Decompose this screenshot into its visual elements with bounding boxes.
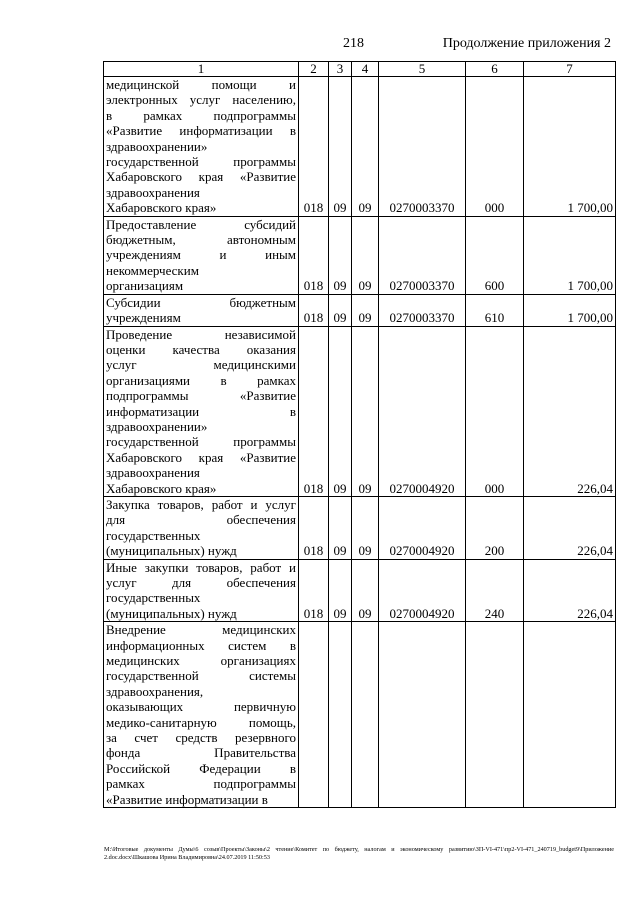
page-number: 218 xyxy=(343,36,364,51)
table-row xyxy=(104,216,616,294)
section-code-cell: 09 xyxy=(329,326,352,496)
row-name-line: здравоохранения, xyxy=(106,683,204,699)
row-name-line: в рамках подпрограммы xyxy=(106,107,296,123)
expense-type-cell: 610 xyxy=(466,294,524,326)
subsection-code-cell: 09 xyxy=(352,326,379,496)
row-name-line: электронных услуг населению, xyxy=(106,92,296,108)
continuation-label: Продолжение приложения 2 xyxy=(442,36,611,51)
target-article-cell: 0270003370 xyxy=(379,77,466,217)
target-article-cell xyxy=(379,622,466,808)
budget-table xyxy=(103,61,616,808)
row-name-line: организациями в рамках xyxy=(106,372,296,388)
row-name-line: Российской Федерации в xyxy=(106,760,296,776)
page-header xyxy=(0,36,640,56)
target-article-cell: 0270004920 xyxy=(379,326,466,496)
row-name-line: рамках подпрограммы xyxy=(106,776,296,792)
row-name-line: бюджетным, автономным xyxy=(106,232,296,248)
row-name-line: (муниципальных) нужд xyxy=(106,543,237,559)
subsection-code-cell: 09 xyxy=(352,77,379,217)
row-name-line: Закупка товаров, работ и услуг xyxy=(106,496,296,512)
section-code-cell: 09 xyxy=(329,77,352,217)
row-name-line: медицинских организациях xyxy=(106,653,296,669)
amount-cell: 1 700,00 xyxy=(524,216,616,294)
row-name-cell xyxy=(104,326,299,496)
row-name-line: государственной программы xyxy=(106,154,296,170)
ministry-code-cell: 018 xyxy=(299,496,329,559)
row-name-line: государственной системы xyxy=(106,668,296,684)
row-name-line: услуг медицинскими xyxy=(106,357,296,373)
row-name-line: государственной программы xyxy=(106,434,296,450)
table-row xyxy=(104,559,616,622)
column-header: 6 xyxy=(466,62,524,77)
row-name-line: за счет средств резервного xyxy=(106,730,296,746)
row-name-cell xyxy=(104,622,299,808)
expense-type-cell: 600 xyxy=(466,216,524,294)
table-row xyxy=(104,77,616,217)
row-name-line: государственных xyxy=(106,590,201,606)
row-name-line: (муниципальных) нужд xyxy=(106,605,237,621)
row-name-line: Иные закупки товаров, работ и xyxy=(106,559,296,575)
amount-cell: 226,04 xyxy=(524,559,616,622)
row-name-line: здравоохранения xyxy=(106,184,200,200)
amount-cell: 226,04 xyxy=(524,326,616,496)
row-name-cell xyxy=(104,216,299,294)
ministry-code-cell xyxy=(299,622,329,808)
ministry-code-cell: 018 xyxy=(299,77,329,217)
row-name-line: подпрограммы «Развитие xyxy=(106,388,296,404)
expense-type-cell: 000 xyxy=(466,77,524,217)
row-name-cell xyxy=(104,559,299,622)
table-row xyxy=(104,622,616,808)
row-name-line: учреждениям и иным xyxy=(106,247,296,263)
row-name-line: для обеспечения xyxy=(106,512,296,528)
target-article-cell: 0270003370 xyxy=(379,294,466,326)
subsection-code-cell: 09 xyxy=(352,496,379,559)
row-name-line: Субсидии бюджетным xyxy=(106,294,296,310)
target-article-cell: 0270004920 xyxy=(379,559,466,622)
row-name-line: оказывающих первичную xyxy=(106,699,296,715)
column-header-row xyxy=(104,62,616,77)
expense-type-cell: 240 xyxy=(466,559,524,622)
row-name-line: здравоохранения xyxy=(106,465,200,481)
row-name-line: фонда Правительства xyxy=(106,745,296,761)
ministry-code-cell: 018 xyxy=(299,559,329,622)
row-name-line: здравоохранении» xyxy=(106,418,208,434)
row-name-line: Проведение независимой xyxy=(106,326,296,342)
row-name-line: «Развитие информатизации в xyxy=(106,791,268,807)
section-code-cell xyxy=(329,622,352,808)
amount-cell xyxy=(524,622,616,808)
section-code-cell: 09 xyxy=(329,496,352,559)
column-header: 5 xyxy=(379,62,466,77)
target-article-cell: 0270003370 xyxy=(379,216,466,294)
row-name-line: Хабаровского края» xyxy=(106,480,217,496)
ministry-code-cell: 018 xyxy=(299,294,329,326)
row-name-line: оценки качества оказания xyxy=(106,341,296,357)
row-name-line: Предоставление субсидий xyxy=(106,216,296,232)
row-name-line: Хабаровского края «Развитие xyxy=(106,449,296,465)
target-article-cell: 0270004920 xyxy=(379,496,466,559)
row-name-line: медико-санитарную помощь, xyxy=(106,714,296,730)
row-name-cell xyxy=(104,294,299,326)
table-row xyxy=(104,294,616,326)
amount-cell: 1 700,00 xyxy=(524,77,616,217)
section-code-cell: 09 xyxy=(329,559,352,622)
subsection-code-cell: 09 xyxy=(352,216,379,294)
section-code-cell: 09 xyxy=(329,294,352,326)
row-name-line: «Развитие информатизации в xyxy=(106,123,296,139)
file-path-footer: M:\Итоговые документы Думы\6 созыв\Проекты\Законы\2 чтение\Комитет по бюджету, налогам и экономическому развитию\ЗП-VI-471\пр2-VI-471_240719_budget9\Приложение 2.doc.docx\Шкашова Ирина Владимировна\24.07.2019 11:50:53 xyxy=(104,846,614,861)
row-name-line: некоммерческим xyxy=(106,262,199,278)
table-row xyxy=(104,326,616,496)
subsection-code-cell: 09 xyxy=(352,294,379,326)
expense-type-cell: 000 xyxy=(466,326,524,496)
row-name-cell xyxy=(104,77,299,217)
row-name-line: Хабаровского края» xyxy=(106,200,217,216)
row-name-line: здравоохранении» xyxy=(106,138,208,154)
column-header: 7 xyxy=(524,62,616,77)
column-header: 3 xyxy=(329,62,352,77)
ministry-code-cell: 018 xyxy=(299,326,329,496)
column-header: 2 xyxy=(299,62,329,77)
column-header: 1 xyxy=(104,62,299,77)
row-name-line: информационных систем в xyxy=(106,637,296,653)
table-row xyxy=(104,496,616,559)
row-name-line: Внедрение медицинских xyxy=(106,622,296,638)
subsection-code-cell: 09 xyxy=(352,559,379,622)
section-code-cell: 09 xyxy=(329,216,352,294)
row-name-line: Хабаровского края «Развитие xyxy=(106,169,296,185)
row-name-line: государственных xyxy=(106,527,201,543)
column-header: 4 xyxy=(352,62,379,77)
row-name-line: учреждениям xyxy=(106,310,181,326)
row-name-line: услуг для обеспечения xyxy=(106,575,296,590)
expense-type-cell: 200 xyxy=(466,496,524,559)
row-name-line: организациям xyxy=(106,278,184,294)
amount-cell: 226,04 xyxy=(524,496,616,559)
ministry-code-cell: 018 xyxy=(299,216,329,294)
row-name-line: информатизации в xyxy=(106,403,296,419)
row-name-line: медицинской помощи и xyxy=(106,77,296,92)
expense-type-cell xyxy=(466,622,524,808)
row-name-cell xyxy=(104,496,299,559)
amount-cell: 1 700,00 xyxy=(524,294,616,326)
subsection-code-cell xyxy=(352,622,379,808)
